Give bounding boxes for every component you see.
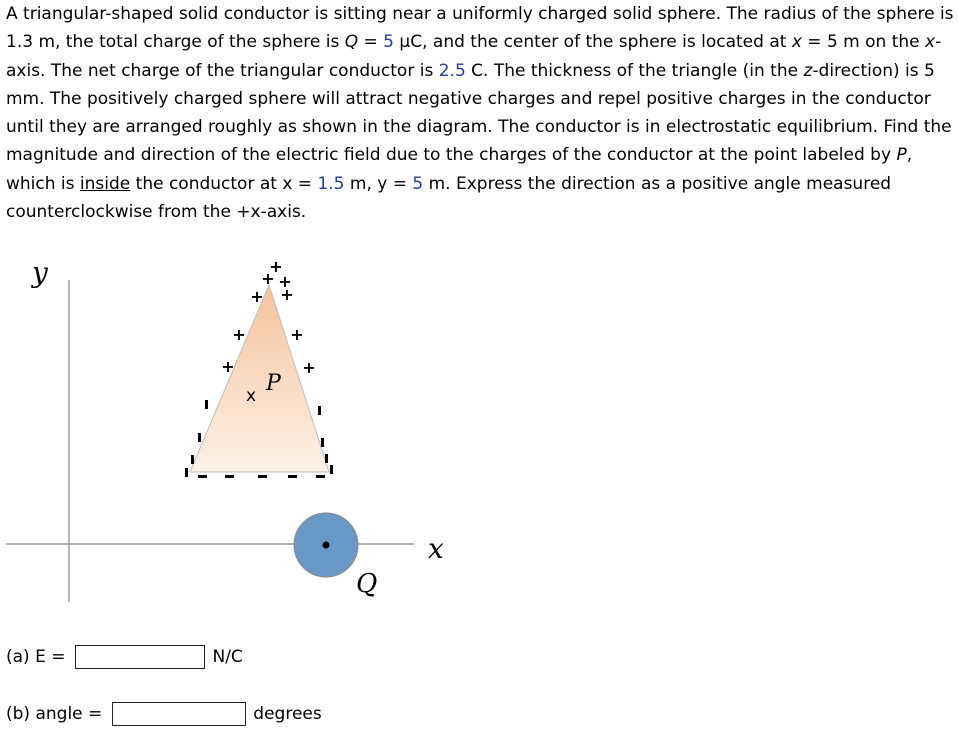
problem-text: μC, and the center of the sphere is located at bbox=[394, 32, 792, 53]
point-x-value: 1.5 bbox=[317, 173, 345, 194]
minus-charge bbox=[191, 455, 194, 464]
problem-text: = 5 m on the bbox=[801, 32, 926, 53]
inside-underlined: inside bbox=[79, 173, 131, 194]
q-symbol: Q bbox=[344, 32, 359, 53]
answer-a-label: (a) E = bbox=[6, 647, 66, 667]
plus-charge: + bbox=[232, 325, 246, 344]
minus-charge bbox=[325, 454, 328, 463]
problem-text: -direction) is 5 mm. The positively charged sphere will attract negative charges and repel positive charges in the conductor until they are arranged roughly as shown in the diagram. The conductor is in electrostatic equilibrium. Find the magnitude and direction of the electric field due to the charges of the conductor at the point labeled by bbox=[6, 60, 952, 166]
answer-b-label: (b) angle = bbox=[6, 704, 103, 724]
plus-charge: + bbox=[290, 325, 304, 344]
plus-charge: + bbox=[269, 257, 283, 276]
x-variable: x bbox=[925, 32, 936, 53]
minus-charge bbox=[316, 475, 325, 478]
answer-a-row bbox=[6, 645, 243, 669]
point-p-marker: x bbox=[245, 386, 257, 406]
triangle-conductor bbox=[190, 285, 329, 472]
problem-text: C. The thickness of the triangle (in the bbox=[465, 60, 804, 81]
x-variable: x bbox=[791, 32, 802, 53]
plus-charge: + bbox=[261, 269, 275, 288]
minus-charge bbox=[258, 475, 267, 478]
answer-a-unit: N/C bbox=[212, 647, 243, 667]
answer-b-unit: degrees bbox=[253, 704, 322, 724]
plus-charge: + bbox=[250, 287, 264, 306]
problem-text: -axis. The net charge of the triangular conductor is bbox=[6, 32, 942, 81]
minus-charge bbox=[321, 438, 324, 447]
x-axis-label: x bbox=[428, 532, 444, 565]
minus-charge bbox=[198, 475, 207, 478]
minus-charge bbox=[205, 400, 208, 409]
problem-text: the conductor at x = bbox=[130, 173, 318, 194]
problem-text: , which is bbox=[6, 145, 913, 194]
point-p-label: P bbox=[266, 371, 281, 396]
problem-statement bbox=[6, 0, 954, 226]
plus-charge: + bbox=[278, 272, 292, 291]
conductor-charge-value: 2.5 bbox=[438, 60, 466, 81]
minus-charge bbox=[330, 465, 333, 474]
answer-b-row bbox=[6, 702, 322, 726]
diagram bbox=[0, 248, 480, 608]
plus-charge: + bbox=[280, 285, 294, 304]
sphere-center-dot bbox=[323, 542, 330, 549]
minus-charge bbox=[288, 475, 297, 478]
plus-charge: + bbox=[302, 358, 316, 377]
minus-charge bbox=[185, 468, 188, 477]
problem-text: A triangular-shaped solid conductor is sitting near a uniformly charged solid sphere. The radius of the sphere is 1.3 m, the total charge of the sphere is bbox=[6, 4, 954, 53]
p-variable: P bbox=[896, 145, 907, 166]
minus-charge bbox=[198, 433, 201, 442]
problem-text: m, y = bbox=[344, 173, 413, 194]
answer-b-input[interactable] bbox=[112, 702, 246, 726]
minus-charge bbox=[318, 406, 321, 415]
problem-text: m. Express the direction as a positive angle measured counterclockwise from the +x-axis. bbox=[6, 173, 892, 223]
answer-a-input[interactable] bbox=[75, 645, 205, 669]
plus-charge: + bbox=[221, 357, 235, 376]
y-axis-label: y bbox=[32, 256, 48, 289]
sphere-charge-label: Q bbox=[356, 569, 378, 599]
equals-sign: = bbox=[358, 32, 384, 53]
sphere-charge-value: 5 bbox=[383, 32, 394, 53]
point-y-value: 5 bbox=[412, 173, 424, 194]
z-variable: z bbox=[803, 60, 813, 81]
minus-charge bbox=[225, 475, 234, 478]
